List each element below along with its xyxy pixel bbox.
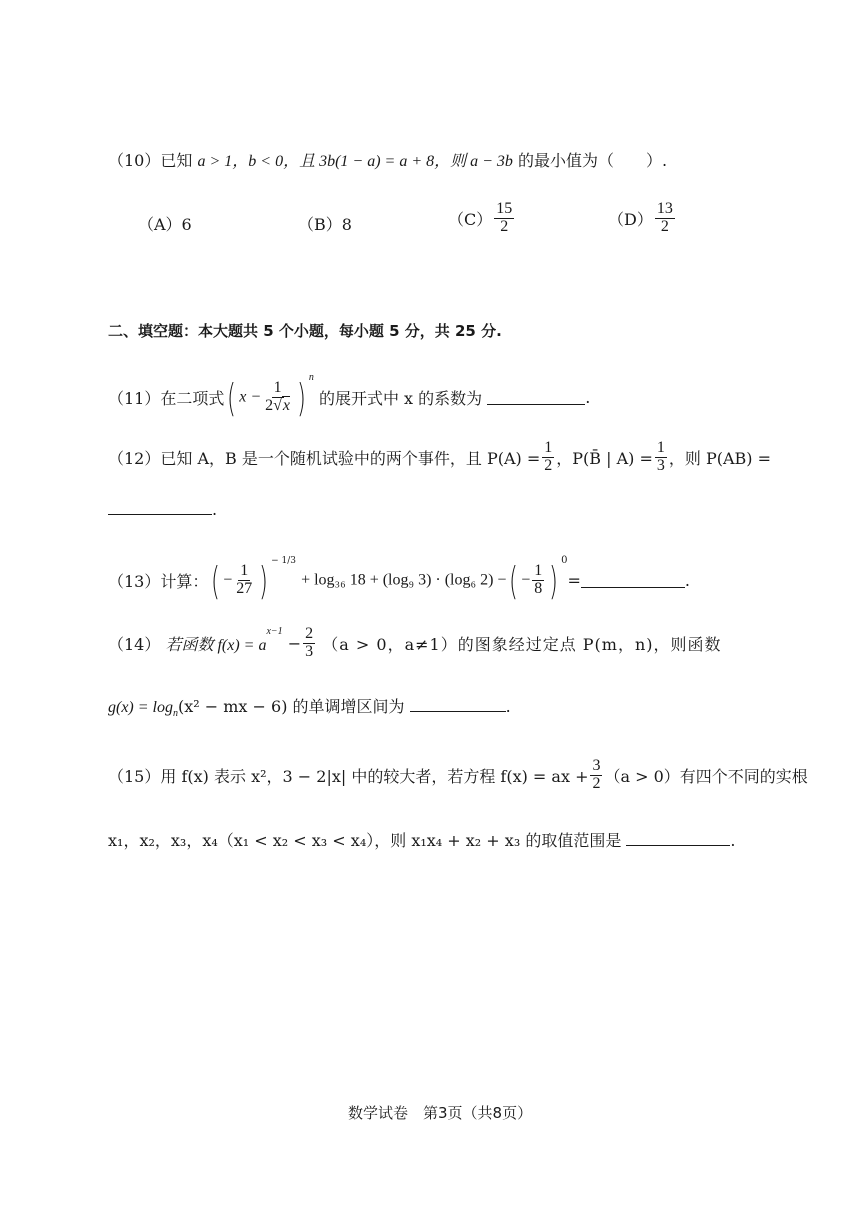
q12-fraction-1 [542, 440, 554, 475]
q12-f2-den: 3 [656, 456, 665, 474]
q10-option-c-fraction [494, 201, 514, 236]
q13-equals: = [567, 571, 581, 590]
q13-f1-den: 27 [236, 580, 253, 597]
q10-option-d [608, 201, 677, 236]
q12-text-b: ，P(B̄ | A) = [556, 448, 653, 468]
question-12 [108, 440, 771, 475]
q15-f-num: 3 [592, 757, 601, 774]
q15-end: . [730, 831, 736, 850]
q10-option-c-num: 15 [496, 200, 513, 217]
q13-minus-2: − [521, 571, 531, 589]
q11-frac-den-root: x [282, 397, 291, 414]
q14-text-a: 若函数 f(x) = a [165, 637, 267, 654]
q11-answer-blank[interactable] [487, 390, 585, 405]
q12-f1-den: 2 [544, 456, 553, 474]
q10-option-c-label: （C） [448, 209, 493, 229]
q10-option-a: （A）6 [138, 215, 192, 234]
q11-right-paren: ) [296, 375, 306, 420]
q13-f1-num: 1 [240, 562, 249, 580]
q14-line2-a: g(x) = log [108, 699, 173, 716]
q10-option-d-num: 13 [656, 200, 673, 217]
q11-left-paren: ( [227, 375, 237, 420]
q10-option-d-den: 2 [660, 217, 669, 235]
q11-frac-num: 1 [273, 379, 282, 397]
q14-line-2 [108, 694, 511, 719]
q11-text-b: 的展开式中 x 的系数为 [318, 389, 483, 408]
page-footer: 数学试卷 第3页（共8页） [348, 1104, 533, 1122]
q13-right-paren-2: ) [549, 558, 559, 603]
q11-fraction [263, 380, 292, 415]
question-10 [108, 148, 667, 171]
q13-exponent-2: 0 [561, 555, 568, 566]
q11-expr-x: x − [239, 388, 262, 406]
q11-text-a: 在二项式 [160, 389, 225, 408]
question-14 [108, 626, 722, 661]
q14-text-c: （a > 0，a≠1）的图象经过定点 P(m，n)，则函数 [322, 635, 722, 654]
q12-number: （12） [108, 448, 161, 468]
q14-line2-b: (x² − mx − 6) 的单调增区间为 [178, 697, 405, 716]
q13-text-a: 计算： [160, 572, 209, 591]
q11-exponent: n [308, 372, 314, 383]
q12-answer-line [108, 500, 217, 519]
q13-f2-den: 8 [534, 580, 543, 597]
q14-end: . [505, 697, 511, 716]
q10-option-b: （B）8 [298, 215, 352, 234]
q14-number: （14） [108, 635, 161, 654]
q12-text-a: 已知 A，B 是一个随机试验中的两个事件，且 P(A) = [160, 448, 541, 468]
q13-number: （13） [108, 572, 161, 591]
q10-option-c [448, 201, 516, 236]
q13-answer-blank[interactable] [581, 573, 685, 588]
q12-end: . [212, 500, 218, 519]
q11-frac-den: 2√x [265, 397, 291, 414]
q10-condition: a > 1，b < 0，且 3b(1 − a) = a + 8，则 a − 3b [197, 153, 513, 170]
q12-f1-num: 1 [544, 439, 553, 456]
q13-right-paren-1: ) [259, 558, 269, 603]
q15-text-a: 用 f(x) 表示 x²，3 − 2|x| 中的较大者，若方程 f(x) = ax + [160, 766, 589, 786]
q14-text-b: − [287, 634, 302, 653]
q14-fraction [303, 626, 315, 661]
q15-line-2 [108, 828, 736, 851]
q13-exponent-1: − 1/3 [271, 556, 296, 566]
q14-sub-n: n [173, 708, 178, 719]
question-13 [108, 555, 690, 603]
q13-f2-num: 1 [534, 562, 543, 580]
q13-fraction-2 [532, 563, 544, 598]
q12-text-c: ，则 P(AB) = [668, 448, 772, 468]
q10-option-d-fraction [655, 201, 675, 236]
q10-text-a: 已知 [160, 151, 193, 170]
q15-answer-blank[interactable] [626, 831, 730, 846]
q12-answer-blank[interactable] [108, 500, 212, 515]
q14-f-num: 2 [305, 625, 314, 643]
question-11 [108, 372, 591, 420]
q11-frac-den-2: 2 [265, 397, 274, 414]
q15-line2: x₁，x₂，x₃，x₄（x₁ < x₂ < x₃ < x₄），则 x₁x₄ + x₂ + x₃ 的取值范围是 [108, 831, 622, 850]
q13-end: . [684, 571, 690, 590]
q13-left-paren-2: ( [509, 558, 519, 603]
question-15 [108, 758, 808, 793]
q10-number: （10） [108, 151, 161, 170]
q13-fraction-1 [234, 563, 254, 598]
q11-end: . [585, 388, 591, 407]
q12-f2-num: 1 [656, 439, 665, 456]
q13-middle-expr: + log₃₆ 18 + (log₉ 3) · (log₆ 2) − [301, 571, 507, 589]
q10-option-d-label: （D） [608, 209, 653, 229]
q14-exponent: x−1 [266, 626, 283, 637]
q14-f-den: 3 [305, 643, 314, 660]
q12-fraction-2 [655, 440, 667, 475]
q13-minus-1: − [223, 571, 233, 589]
q11-number: （11） [108, 389, 161, 408]
q10-option-c-den: 2 [500, 217, 509, 235]
q14-answer-blank[interactable] [410, 697, 506, 712]
q15-number: （15） [108, 766, 161, 786]
section-2-title: 二、填空题：本大题共 5 个小题，每小题 5 分，共 25 分. [108, 322, 502, 340]
q15-text-b: （a > 0）有四个不同的实根 [604, 766, 808, 786]
q13-left-paren-1: ( [211, 558, 221, 603]
q10-text-b: 的最小值为（ ）. [518, 151, 668, 170]
q15-fraction [590, 758, 602, 793]
q15-f-den: 2 [592, 774, 601, 792]
